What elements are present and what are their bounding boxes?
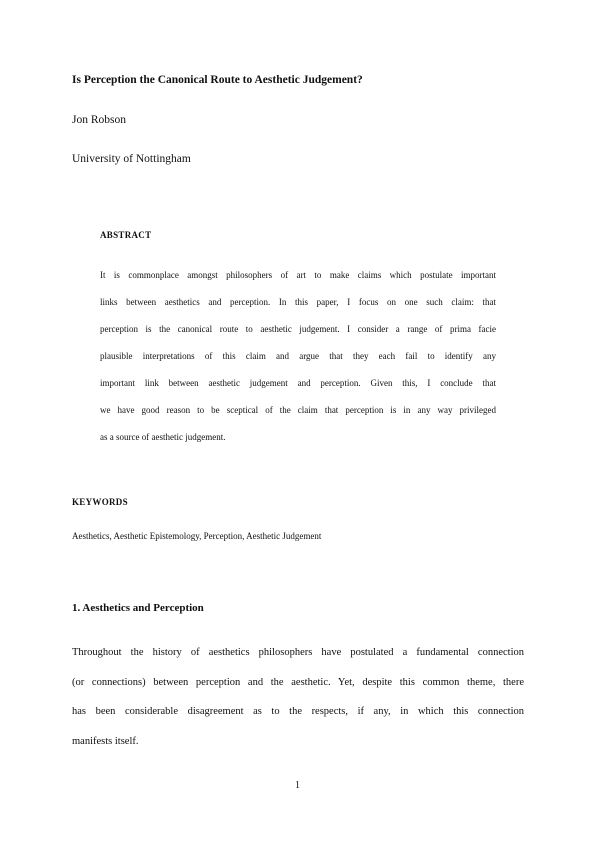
abstract-line: we have good reason to be sceptical of the claim that perception is in any way privileged [100,405,496,415]
paper-title: Is Perception the Canonical Route to Aesthetic Judgement? [72,74,363,86]
abstract-line: plausible interpretations of this claim and argue that they each fail to identify any [100,351,496,361]
page-number: 1 [295,780,300,791]
abstract-line: links between aesthetics and perception. In this paper, I focus on one such claim: that [100,297,496,307]
abstract-line: perception is the canonical route to aesthetic judgement. I consider a range of prima facie [100,324,496,334]
abstract-line: important link between aesthetic judgement and perception. Given this, I conclude that [100,378,496,388]
body-line: (or connections) between perception and the aesthetic. Yet, despite this common theme, there [72,676,524,688]
section-heading: 1. Aesthetics and Perception [72,602,204,614]
author-name: Jon Robson [72,114,126,126]
keywords-list: Aesthetics, Aesthetic Epistemology, Perception, Aesthetic Judgement [72,531,322,541]
section-body [72,638,524,756]
abstract-line: It is commonplace amongst philosophers of art to make claims which postulate important [100,270,496,280]
keywords-heading: KEYWORDS [72,497,128,507]
abstract-line: as a source of aesthetic judgement. [100,432,226,442]
body-line: manifests itself. [72,735,139,747]
abstract-heading: ABSTRACT [100,230,152,240]
body-line: has been considerable disagreement as to the respects, if any, in which this connection [72,706,524,717]
author-affiliation: University of Nottingham [72,153,191,165]
body-line: Throughout the history of aesthetics philosophers have postulated a fundamental connection [72,647,524,658]
abstract-body [100,262,496,451]
